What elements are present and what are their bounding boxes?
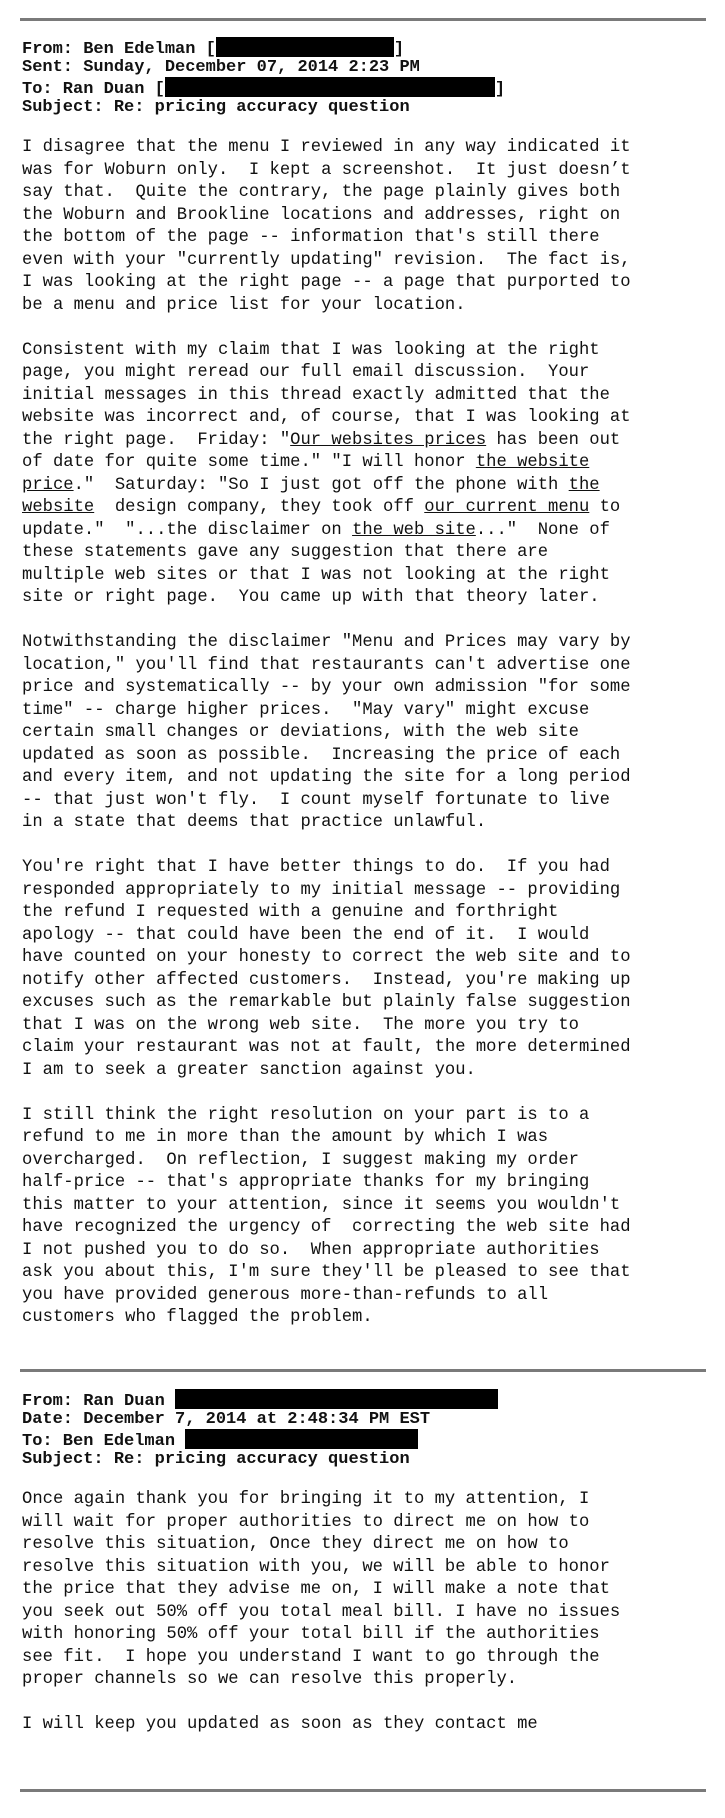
email2-date: Date: December 7, 2014 at 2:48:34 PM EST xyxy=(22,1410,431,1429)
email1-body-line: I still think the right resolution on your part is to a xyxy=(22,1105,590,1125)
email1-body-line: certain small changes or deviations, with the web site xyxy=(22,723,579,742)
redacted-email-block xyxy=(165,77,495,97)
email1-body-line: responded appropriately to my initial message -- providing xyxy=(22,880,621,900)
email1-from-label: From: Ben Edelman [ xyxy=(22,40,216,59)
email1-body-line: I not pushed you to do so. When appropriate authorities xyxy=(22,1240,600,1260)
email1-body-line: was for Woburn only. I kept a screenshot. It just doesn’t xyxy=(22,160,631,180)
email1-body-line: initial messages in this thread exactly admitted that the xyxy=(22,385,610,405)
email2-from-label: From: Ran Duan xyxy=(22,1392,176,1411)
email1-body-line: site or right page. You came up with that theory later. xyxy=(22,588,600,607)
email1-body-line: updated as soon as possible. Increasing the price of each xyxy=(22,745,621,765)
email1-body-line: update." "...the disclaimer on the web site..." None of xyxy=(22,520,610,540)
redacted-email-block xyxy=(216,37,394,57)
email1-subject: Subject: Re: pricing accuracy question xyxy=(22,98,410,117)
email1-body-line: excuses such as the remarkable but plainly false suggestion xyxy=(22,993,631,1012)
email1-body-line: I am to seek a greater sanction against you. xyxy=(22,1060,476,1080)
email1-body-line: the refund I requested with a genuine and forthright xyxy=(22,903,559,922)
underlined-quote: our current menu xyxy=(424,498,590,517)
email2-body-line: resolve this situation, Once they direct me on how to xyxy=(22,1535,569,1554)
email1-body-line: apology -- that could have been the end of it. I would xyxy=(22,925,590,945)
email1-body-line: be a menu and price list for your location. xyxy=(22,295,466,315)
email1-body-line: location," you'll find that restaurants can't advertise one xyxy=(22,655,631,675)
email1-body-line: this matter to your attention, since it seems you wouldn't xyxy=(22,1195,621,1215)
middle-divider xyxy=(20,1369,706,1372)
email1-body-line xyxy=(22,317,712,340)
email1-to-label: To: Ran Duan [ xyxy=(22,80,165,99)
email2-body xyxy=(22,1489,712,1737)
email1-body-line: have recognized the urgency of correcting the web site had xyxy=(22,1218,631,1237)
email1-body-line: claim your restaurant was not at fault, the more determined xyxy=(22,1038,631,1057)
email2-body-line: Once again thank you for bringing it to my attention, I xyxy=(22,1490,590,1509)
email2-body-line xyxy=(22,1692,712,1715)
underlined-quote: price xyxy=(22,475,74,495)
email1-body-line: You're right that I have better things to do. If you had xyxy=(22,858,610,877)
underlined-quote: the website xyxy=(475,453,590,472)
email1-body-line: customers who flagged the problem. xyxy=(22,1308,373,1327)
email1-body-line: I disagree that the menu I reviewed in any way indicated it xyxy=(22,138,631,157)
underlined-quote: website xyxy=(22,498,95,517)
email2-body-line: with honoring 50% off your total bill if the authorities xyxy=(22,1625,600,1644)
redacted-email-block xyxy=(175,1389,498,1409)
bottom-divider xyxy=(20,1789,706,1792)
email2-body-line: resolve this situation with you, we will be able to honor xyxy=(22,1557,610,1577)
email1-body-line xyxy=(22,610,712,633)
email1-body-line: and every item, and not updating the site for a long period xyxy=(22,768,631,787)
email1-body-line: of date for quite some time." "I will honor the website xyxy=(22,453,590,472)
email1-body-line: overcharged. On reflection, I suggest making my order xyxy=(22,1150,579,1170)
redacted-email-block xyxy=(185,1429,418,1449)
email1-body-line: website was incorrect and, of course, that I was looking at xyxy=(22,408,631,427)
email1-body-line: I was looking at the right page -- a page that purported to xyxy=(22,273,631,292)
email1-body-line: even with your "currently updating" revision. The fact is, xyxy=(22,250,631,270)
underlined-quote: the web site xyxy=(352,520,476,540)
email2-body-line: the price that they advise me on, I will make a note that xyxy=(22,1580,610,1599)
email1-body-line: website design company, they took off our current menu to xyxy=(22,498,621,517)
email1-body-line: these statements gave any suggestion that there are xyxy=(22,543,549,562)
email1-body-line: the bottom of the page -- information that's still there xyxy=(22,228,600,247)
email1-body-line: in a state that deems that practice unlawful. xyxy=(22,813,487,832)
underlined-quote: Our websites prices xyxy=(290,430,487,450)
email1-body-line xyxy=(22,835,712,858)
email1-body-line: that I was on the wrong web site. The more you try to xyxy=(22,1015,579,1035)
email1-body-line: multiple web sites or that I was not looking at the right xyxy=(22,565,610,585)
email1-body-line: ask you about this, I'm sure they'll be pleased to see that xyxy=(22,1263,631,1282)
email1-body xyxy=(22,137,712,1330)
email1-body-line xyxy=(22,1082,712,1105)
email1-body-line: the Woburn and Brookline locations and addresses, right on xyxy=(22,205,621,225)
email1-to-close: ] xyxy=(494,80,506,99)
underlined-quote: the xyxy=(568,475,600,495)
email1-sent: Sent: Sunday, December 07, 2014 2:23 PM xyxy=(22,58,420,77)
email2-body-line: I will keep you updated as soon as they contact me xyxy=(22,1715,538,1734)
email1-body-line: page, you might reread our full email discussion. Your xyxy=(22,363,590,382)
email2-to-label: To: Ben Edelman xyxy=(22,1432,186,1451)
email1-body-line: Consistent with my claim that I was looking at the right xyxy=(22,340,600,360)
email2-body-line: will wait for proper authorities to direct me on how to xyxy=(22,1512,590,1532)
top-divider xyxy=(20,18,706,21)
email2-body-line: you seek out 50% off you total meal bill. I have no issues xyxy=(22,1602,621,1622)
email1-body-line: -- that just won't fly. I count myself fortunate to live xyxy=(22,790,610,810)
email1-body-line: Notwithstanding the disclaimer "Menu and Prices may vary by xyxy=(22,633,631,652)
email1-body-line: the right page. Friday: "Our websites prices has been out xyxy=(22,430,621,450)
email1-body-line: say that. Quite the contrary, the page plainly gives both xyxy=(22,183,621,202)
email2-subject: Subject: Re: pricing accuracy question xyxy=(22,1450,410,1469)
email1-body-line: time" -- charge higher prices. "May vary" might excuse xyxy=(22,700,590,720)
email1-from-close: ] xyxy=(393,40,405,59)
email1-body-line: have counted on your honesty to correct the web site and to xyxy=(22,948,631,967)
email1-body-line: you have provided generous more-than-refunds to all xyxy=(22,1285,549,1305)
email1-body-line: price." Saturday: "So I just got off the phone with the xyxy=(22,475,600,495)
email1-body-line: notify other affected customers. Instead, you're making up xyxy=(22,970,631,990)
email1-body-line: price and systematically -- by your own admission "for some xyxy=(22,678,631,697)
email1-body-line: refund to me in more than the amount by which I was xyxy=(22,1128,549,1147)
email2-body-line: see fit. I hope you understand I want to go through the xyxy=(22,1647,600,1667)
email1-body-line: half-price -- that's appropriate thanks for my bringing xyxy=(22,1173,590,1192)
email2-body-line: proper channels so we can resolve this properly. xyxy=(22,1670,518,1689)
